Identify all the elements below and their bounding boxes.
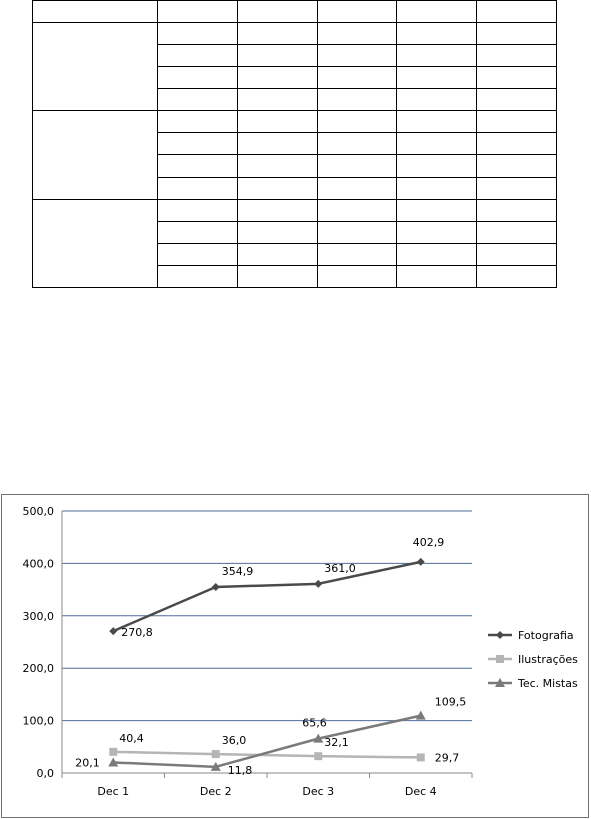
table-header-cell <box>317 1 397 23</box>
table-cell <box>397 177 477 199</box>
table-cell <box>158 45 238 67</box>
legend-label: Ilustrações <box>518 653 578 666</box>
table-header-cell <box>33 1 158 23</box>
table-cell <box>397 23 477 45</box>
table-cell <box>477 265 557 287</box>
table-row <box>33 199 557 221</box>
table-cell <box>397 265 477 287</box>
table-cell <box>158 265 238 287</box>
table-cell <box>237 221 317 243</box>
table-cell <box>237 111 317 133</box>
table-cell <box>158 23 238 45</box>
table-header-cell <box>477 1 557 23</box>
table-cell <box>237 23 317 45</box>
data-label: 109,5 <box>434 695 467 709</box>
table-cell <box>477 133 557 155</box>
table-cell <box>477 177 557 199</box>
y-tick-label: 0,0 <box>36 767 54 780</box>
table-group-cell <box>33 199 158 287</box>
table-cell <box>317 199 397 221</box>
table-cell <box>237 67 317 89</box>
table-cell <box>237 243 317 265</box>
table-cell <box>158 89 238 111</box>
y-tick-label: 300,0 <box>22 609 54 623</box>
y-tick-label: 200,0 <box>22 662 54 676</box>
empty-data-table <box>32 0 557 288</box>
data-label: 11,8 <box>227 763 253 777</box>
table-cell <box>317 45 397 67</box>
data-label: 29,7 <box>434 751 460 765</box>
data-point <box>314 580 322 588</box>
table-cell <box>477 89 557 111</box>
table-cell <box>477 221 557 243</box>
table-cell <box>397 45 477 67</box>
y-tick-label: 500,0 <box>22 505 54 518</box>
data-point <box>109 627 117 635</box>
table-cell <box>317 265 397 287</box>
data-label: 270,8 <box>121 626 153 640</box>
table-cell <box>477 111 557 133</box>
table-cell <box>397 89 477 111</box>
x-tick-label: Dec 1 <box>97 785 130 798</box>
table-cell <box>317 23 397 45</box>
legend-marker <box>496 631 504 639</box>
table-cell <box>237 177 317 199</box>
table-cell <box>397 199 477 221</box>
y-tick-label: 100,0 <box>22 714 54 728</box>
table-header-cell <box>158 1 238 23</box>
data-point <box>417 558 425 566</box>
x-tick-label: Dec 3 <box>302 785 335 798</box>
table-row <box>33 23 557 45</box>
table-cell <box>237 155 317 177</box>
data-point <box>212 750 220 758</box>
table-cell <box>158 67 238 89</box>
table-cell <box>317 221 397 243</box>
data-label: 65,6 <box>302 716 327 730</box>
table-cell <box>158 155 238 177</box>
data-label: 32,1 <box>324 736 349 750</box>
y-tick-label: 400,0 <box>22 557 54 571</box>
table-cell <box>158 199 238 221</box>
legend-marker <box>496 655 504 663</box>
x-tick-label: Dec 2 <box>199 785 232 798</box>
table-cell <box>397 133 477 155</box>
table-cell <box>397 155 477 177</box>
table-cell <box>237 45 317 67</box>
data-label: 40,4 <box>119 731 144 745</box>
table-group-cell <box>33 111 158 199</box>
table-cell <box>317 111 397 133</box>
table-cell <box>237 133 317 155</box>
table-cell <box>237 199 317 221</box>
table-cell <box>477 243 557 265</box>
data-point <box>416 711 426 720</box>
table-cell <box>158 111 238 133</box>
table-cell <box>477 199 557 221</box>
data-label: 354,9 <box>221 565 254 579</box>
table-cell <box>397 243 477 265</box>
table-cell <box>317 155 397 177</box>
legend-label: Tec. Mistas <box>518 677 578 690</box>
data-label: 20,1 <box>75 756 100 770</box>
table-cell <box>317 67 397 89</box>
data-label: 361,0 <box>324 561 356 575</box>
table-header-row <box>33 1 557 23</box>
table-cell <box>237 265 317 287</box>
table-header-cell <box>237 1 317 23</box>
chart-canvas <box>2 495 590 819</box>
table-cell <box>477 67 557 89</box>
table-row <box>33 111 557 133</box>
table-cell <box>317 243 397 265</box>
data-point <box>417 753 425 761</box>
table-cell <box>158 221 238 243</box>
table-cell <box>158 133 238 155</box>
table-cell <box>477 45 557 67</box>
x-tick-label: Dec 4 <box>404 785 437 798</box>
table-cell <box>317 177 397 199</box>
data-point <box>109 748 117 756</box>
table-cell <box>317 89 397 111</box>
table-cell <box>397 67 477 89</box>
series-line <box>113 716 421 767</box>
table-cell <box>317 133 397 155</box>
table-cell <box>477 155 557 177</box>
data-label: 36,0 <box>221 734 247 748</box>
table-cell <box>158 177 238 199</box>
line-chart <box>1 494 589 818</box>
table-cell <box>158 243 238 265</box>
legend-label: Fotografia <box>518 629 574 642</box>
table-group-cell <box>33 23 158 111</box>
data-point <box>212 583 220 591</box>
series-line <box>113 562 421 631</box>
table-cell <box>237 89 317 111</box>
table-cell <box>477 23 557 45</box>
table-cell <box>397 111 477 133</box>
table-header-cell <box>397 1 477 23</box>
data-label: 402,9 <box>412 535 445 549</box>
data-point <box>314 752 322 760</box>
table-cell <box>397 221 477 243</box>
